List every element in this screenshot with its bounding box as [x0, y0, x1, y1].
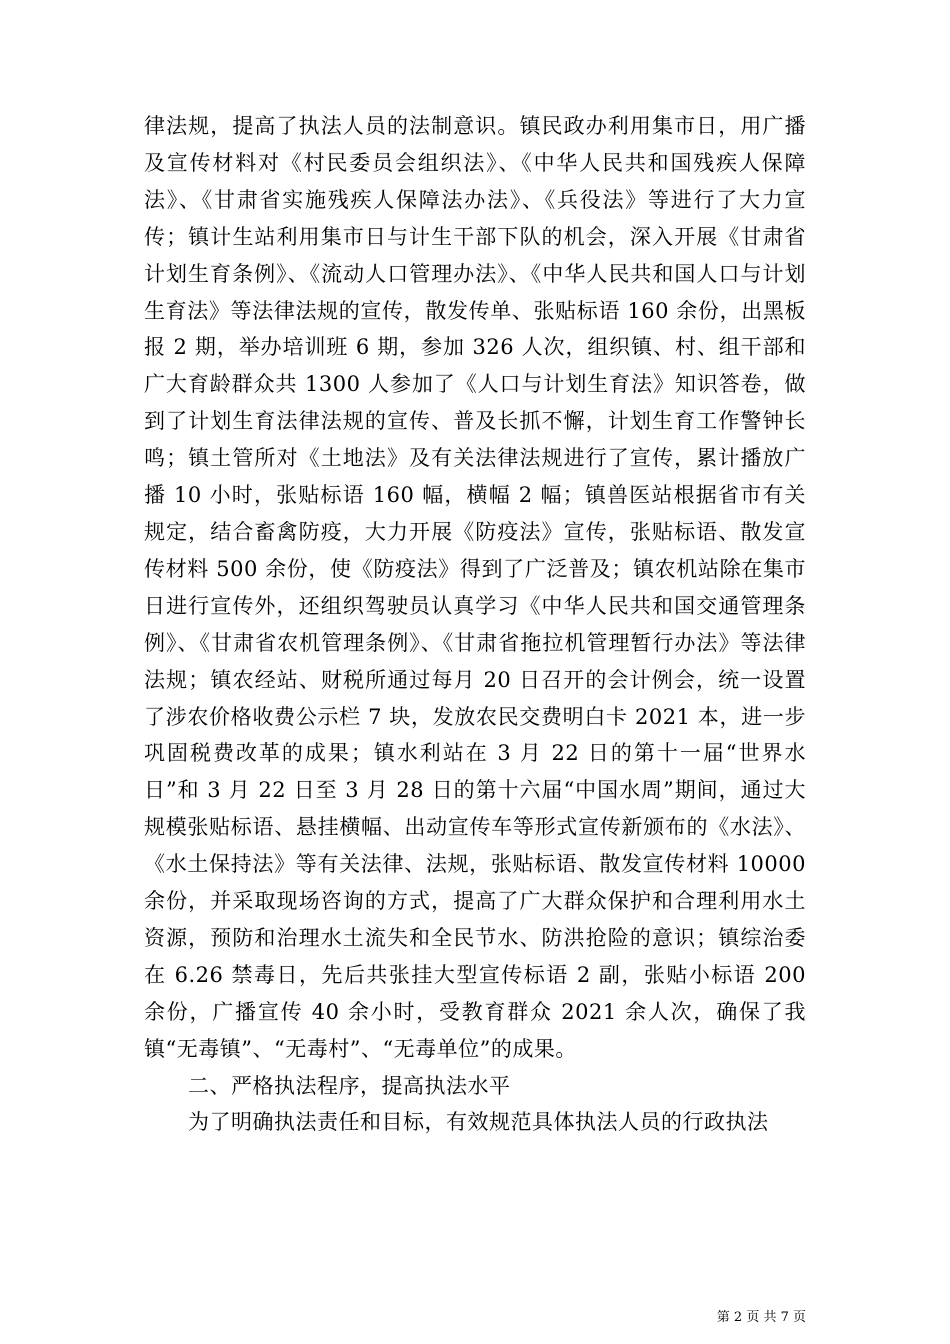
section-heading: 二、严格执法程序，提高执法水平 [188, 1073, 511, 1098]
document-body [144, 108, 806, 1141]
page-number-footer: 第 2 页 共 7 页 [716, 1310, 806, 1325]
body-paragraph-continued: 为了明确执法责任和目标，有效规范具体执法人员的行政执法 [188, 1110, 769, 1135]
body-paragraph: 律法规，提高了执法人员的法制意识。镇民政办利用集市日，用广播及宣传材料对《村民委员会组织法》、《中华人民共和国残疾人保障法》、《甘肃省实施残疾人保障法办法》、《兵役法》等进行了大力宣传；镇计生站利用集市日与计生干部下队的机会，深入开展《甘肃省计划生育条例》、《流动人口管理办法》、《中华人民共和国人口与计划生育法》等法律法规的宣传，散发传单、张贴标语 160 余份，出黑板报 2 期，举办培训班 6 期，参加 326 人次，组织镇、村、组干部和广大育龄群众共 1300 人参加了《人口与计划生育法》知识答卷，做到了计划生育法律法规的宣传、普及长抓不懈，计划生育工作警钟长鸣；镇土管所对《土地法》及有关法律法规进行了宣传，累计播放广播 10 小时，张贴标语 160 幅，横幅 2 幅；镇兽医站根据省市有关规定，结合畜禽防疫，大力开展《防疫法》宣传，张贴标语、散发宣传材料 500 余份，使《防疫法》得到了广泛普及；镇农机站除在集市日进行宣传外，还组织驾驶员认真学习《中华人民共和国交通管理条例》、《甘肃省农机管理条例》、《甘肃省拖拉机管理暂行办法》等法律法规；镇农经站、财税所通过每月 20 日召开的会计例会，统一设置了涉农价格收费公示栏 7 块，发放农民交费明白卡 2021 本，进一步巩固税费改革的成果；镇水利站在 3 月 22 日的第十一届“世界水日”和 3 月 22 日至 3 月 28 日的第十六届“中国水周”期间，通过大规模张贴标语、悬挂横幅、出动宣传车等形式宣传新颁布的《水法》、《水土保持法》等有关法律、法规，张贴标语、散发宣传材料 10000 余份，并采取现场咨询的方式，提高了广大群众保护和合理利用水土资源，预防和治理水土流失和全民节水、防洪抢险的意识；镇综治委在 6.26 禁毒日，先后共张挂大型宣传标语 2 副，张贴小标语 200 余份，广播宣传 40 余小时，受教育群众 2021 余人次，确保了我镇“无毒镇”、“无毒村”、“无毒单位”的成果。 [144, 114, 806, 1061]
